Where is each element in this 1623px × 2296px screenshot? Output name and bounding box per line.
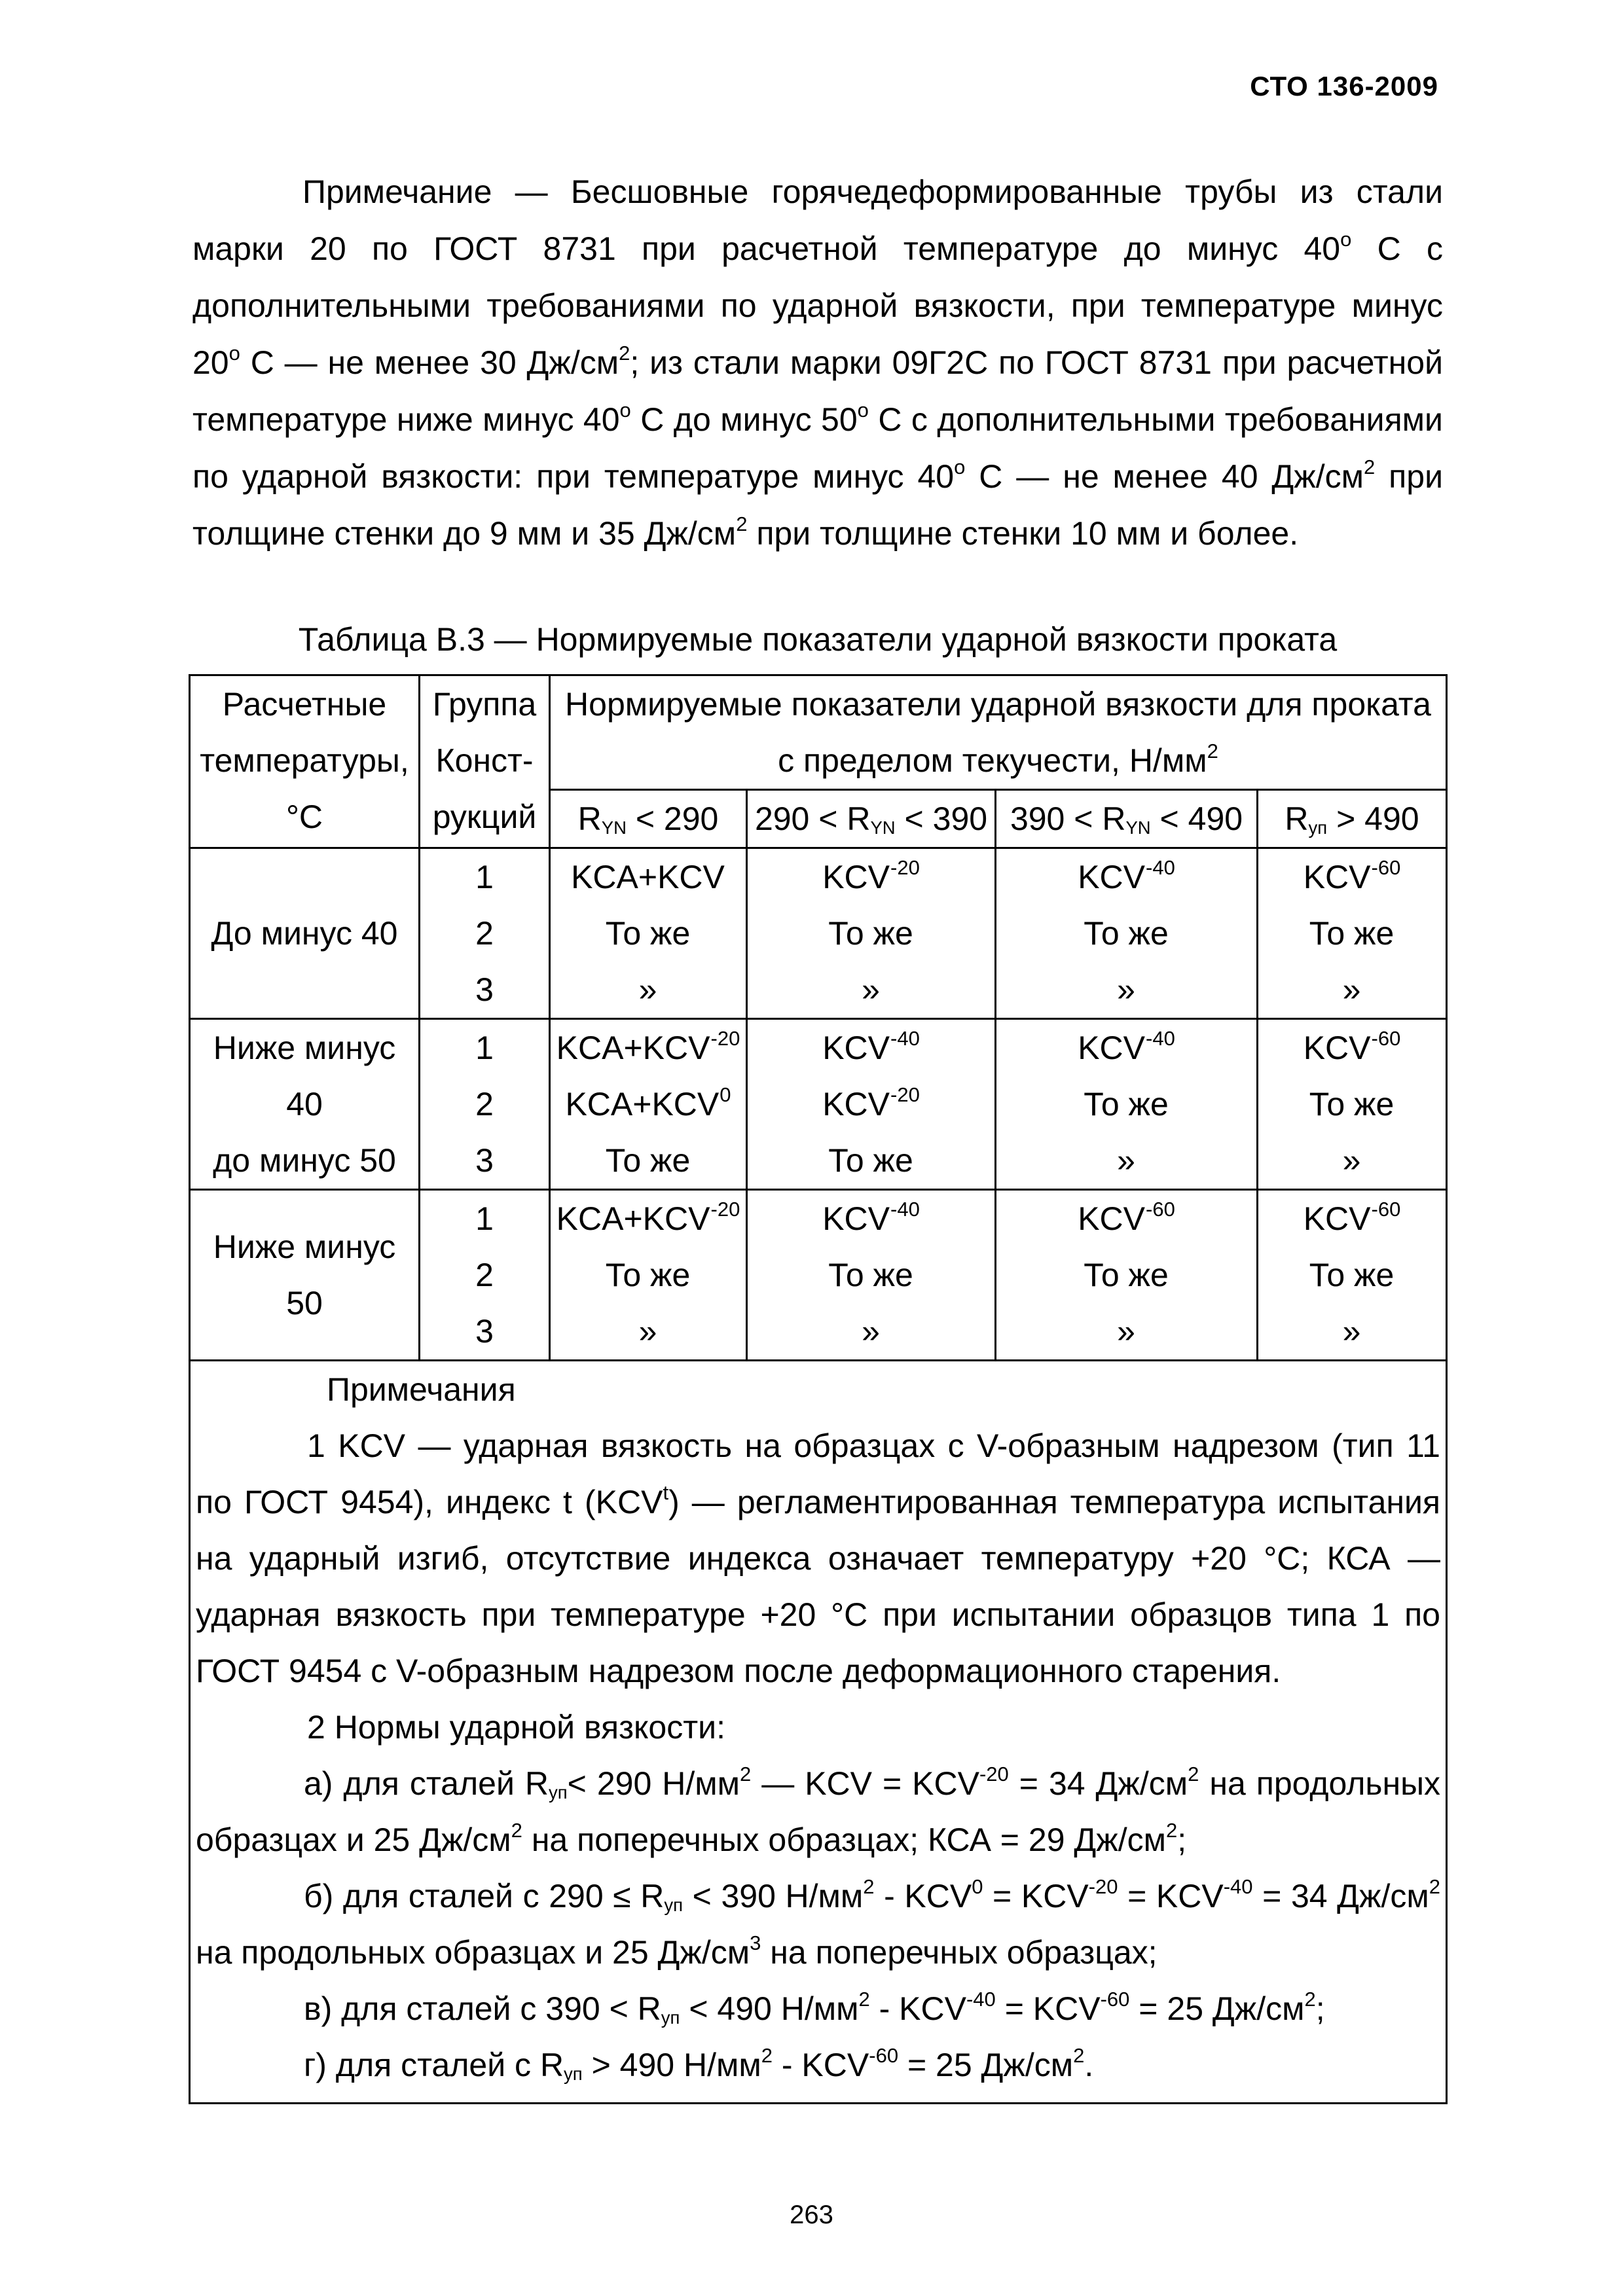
temperature-cell: Ниже минус 50 [190, 1190, 420, 1361]
temperature-cell: До минус 40 [190, 848, 420, 1019]
note-2a: а) для сталей $R_{уп}< 290$ $Н/мм^2$ — KCV = $KCV^{-20} = 34$ $Дж/см^2$ на продольных образцах и 25 $Дж/см^2$ на поперечных образцах; КСА = 29 $Дж/см^2$; [196, 1763, 1441, 1858]
table-title: Таблица В.3 — Нормируемые показатели ударной вязкости проката [298, 621, 1338, 658]
value-cell-col-1: $KCA+KCV^{-20}$ То же » [550, 1190, 747, 1361]
value-cell-col-4: $KCV^{-60}$ То же » [1258, 1190, 1447, 1361]
value-cell-col-3: $KCV^{-60}$ То же » [996, 1190, 1258, 1361]
note-2g: г) для сталей с $R_{уп} > 490$ $Н/мм^2 - KCV^{-60} = 25$ $Дж/см^2$. [304, 2044, 1094, 2084]
note-2v: в) для сталей с $390 < R_{уп} < 490$ $Н/мм^2 - KCV^{-40} = KCV^{-60} = 25$ $Дж/см^2$; [304, 1988, 1325, 2028]
value-cell-col-3: $KCV^{-40}$ То же » [996, 848, 1258, 1019]
header-col-2: $290 < R_{YN} < 390$ [747, 790, 996, 848]
notes-title: Примечания [327, 1371, 516, 1408]
value-cell-col-4: $KCV^{-60}$ То же » [1258, 1019, 1447, 1190]
table-row [190, 1019, 1447, 1190]
value-cell-col-1: $KCA+KCV^{-20}$ $KCA+KCV^0$ То же [550, 1019, 747, 1190]
intro-note: Примечание — Бесшовные горячедеформированные трубы из стали марки 20 по ГОСТ 8731 при расчетной температуре до минус 40$^o$ С с дополнительными требованиями по ударной вязкости, при температуре минус 20$^o$ С — не менее 30 $Дж/см^2$; из стали марки 09Г2С по ГОСТ 8731 при расчетной температуре ниже минус 40$^o$ С до минус 50$^o$ С с дополнительными требованиями по ударной вязкости: при температуре минус 40$^o$ С — не менее 40 $Дж/см^2$ при толщине стенки до 9 мм и 35 $Дж/см^2$ при толщине стенки 10 мм и более. [192, 173, 1444, 552]
value-cell-col-2: $KCV^{-40}$ То же » [747, 1190, 996, 1361]
note-1: 1 KCV — ударная вязкость на образцах с V-образным надрезом (тип 11 по ГОСТ 9454), индекс t (KCV$^t$) — регламентированная температура испытания на ударный изгиб, отсутствие индекса означает температуру +20 °C; КСА — ударная вязкость при температуре +20 °C при испытании образцов типа 1 по ГОСТ 9454 с V-образным надрезом после деформационного старения. [196, 1427, 1440, 1689]
impact-strength-table [189, 674, 1448, 2104]
group-cell: 1 2 3 [420, 848, 550, 1019]
notes-cell [190, 1361, 1447, 2104]
header-col-3: $390 < R_{YN} < 490$ [996, 790, 1258, 848]
group-cell: 1 2 3 [420, 1019, 550, 1190]
temperature-cell: Ниже минус 40 до минус 50 [190, 1019, 420, 1190]
group-cell: 1 2 3 [420, 1190, 550, 1361]
header-row [190, 675, 1447, 790]
table-row [190, 1190, 1447, 1361]
notes-row [190, 1361, 1447, 2104]
value-cell-col-3: $KCV^{-40}$ То же » [996, 1019, 1258, 1190]
note-2b: б) для сталей с $290 \le R_{уп} < 390$ $Н/мм^2 - KCV^0 = KCV^{-20} = KCV^{-40} = 34$ $Дж/см^2$ на продольных образцах и 25 $Дж/см^3$ на поперечных образцах; [196, 1875, 1441, 1971]
note-2: 2 Нормы ударной вязкости: [307, 1709, 725, 1746]
header-col-1: $R_{YN} < 290$ [550, 790, 747, 848]
header-norms: Нормируемые показатели ударной вязкости для проката с пределом текучести, $Н/мм^2$ [550, 675, 1447, 790]
header-group: Группа Конст- рукций [420, 675, 550, 848]
header-col-4: $R_{уп} > 490$ [1258, 790, 1447, 848]
document-code: СТО 136-2009 [1250, 71, 1438, 101]
header-temperature: Расчетные температуры, °C [190, 675, 420, 848]
value-cell-col-2: $KCV^{-20}$ То же » [747, 848, 996, 1019]
page-number: 263 [790, 2200, 833, 2229]
value-cell-col-2: $KCV^{-40}$ $KCV^{-20}$ То же [747, 1019, 996, 1190]
value-cell-col-4: $KCV^{-60}$ То же » [1258, 848, 1447, 1019]
table-row [190, 848, 1447, 1019]
value-cell-col-1: KCA+KCV То же » [550, 848, 747, 1019]
